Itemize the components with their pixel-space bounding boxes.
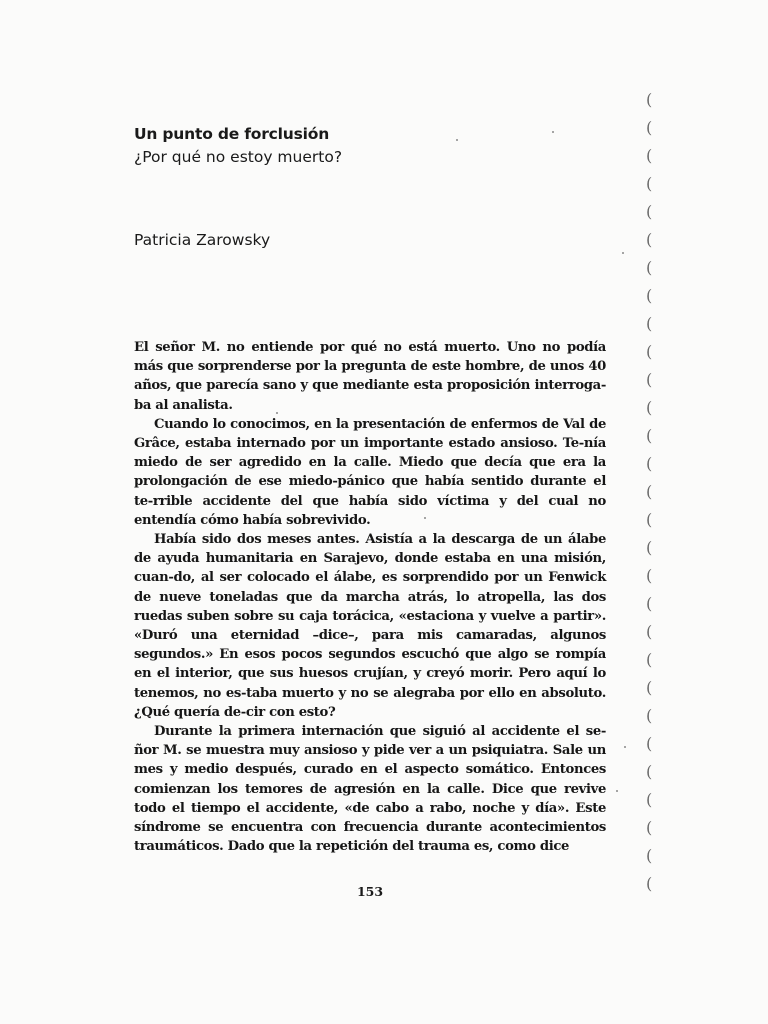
- scan-speck: [616, 790, 618, 792]
- scan-margin-artifacts: ( ( ( ( ( ( ( ( ( ( ( ( ( ( ( ( ( ( ( ( ( ( ( ( ( ( ( ( (: [646, 90, 653, 893]
- scan-speck: [552, 131, 554, 133]
- paragraph-2: Cuando lo conocimos, en la presentación de enfermos de Val de Grâce, estaba internado por un importante estado ansioso. Te-nía miedo de ser agredido en la calle. Miedo que decía que era la prolongación de ese miedo-pánico que había sentido durante el te-rrible accidente del que había sido víctima y del cual no entendía cómo había sobrevivido.: [134, 416, 606, 528]
- scan-speck: [622, 252, 624, 254]
- scan-speck: [424, 517, 426, 519]
- scan-speck: [456, 139, 458, 141]
- paragraph-4: Durante la primera internación que siguió al accidente el se-ñor M. se muestra muy ansioso y pide ver a un psiquiatra. Sale un mes y medio después, curado en el aspecto somático. Entonces comienzan los temores de agresión en la calle. Dice que revive todo el tiempo el accidente, «de cabo a rabo, noche y día». Este síndrome se encuentra con frecuencia durante acontecimientos traumáticos. Dado que la repetición del trauma es, como dice: [134, 724, 606, 855]
- scan-speck: [624, 746, 626, 748]
- page-number: 153: [356, 884, 384, 899]
- body-text: [134, 338, 606, 856]
- chapter-title: Un punto de forclusión: [134, 125, 330, 143]
- author-name: Patricia Zarowsky: [134, 231, 271, 249]
- paragraph-1: El señor M. no entiende por qué no está muerto. Uno no podía más que sorprenderse por la pregunta de este hombre, de unos 40 años, que parecía sano y que mediante esta proposición interroga-ba al analista.: [134, 340, 606, 413]
- chapter-subtitle: ¿Por qué no estoy muerto?: [134, 148, 343, 166]
- paragraph-3: Había sido dos meses antes. Asistía a la descarga de un álabe de ayuda humanitaria en Sarajevo, donde estaba en una misión, cuan-do, al ser colocado el álabe, es sorprendido por un Fenwick de nueve toneladas que da marcha atrás, lo atropella, las dos ruedas suben sobre su caja torácica, «estaciona y vuelve a partir». «Duró una eternidad –dice–, para mis camaradas, algunos segundos.» En esos pocos segundos escuchó que algo se rompía en el interior, que sus huesos crujían, y creyó morir. Pero aquí lo tenemos, no es-taba muerto y no se alegraba por ello en absoluto. ¿Qué quería de-cir con esto?: [134, 532, 606, 720]
- scan-speck: [276, 412, 278, 414]
- chapter-heading: [134, 124, 342, 168]
